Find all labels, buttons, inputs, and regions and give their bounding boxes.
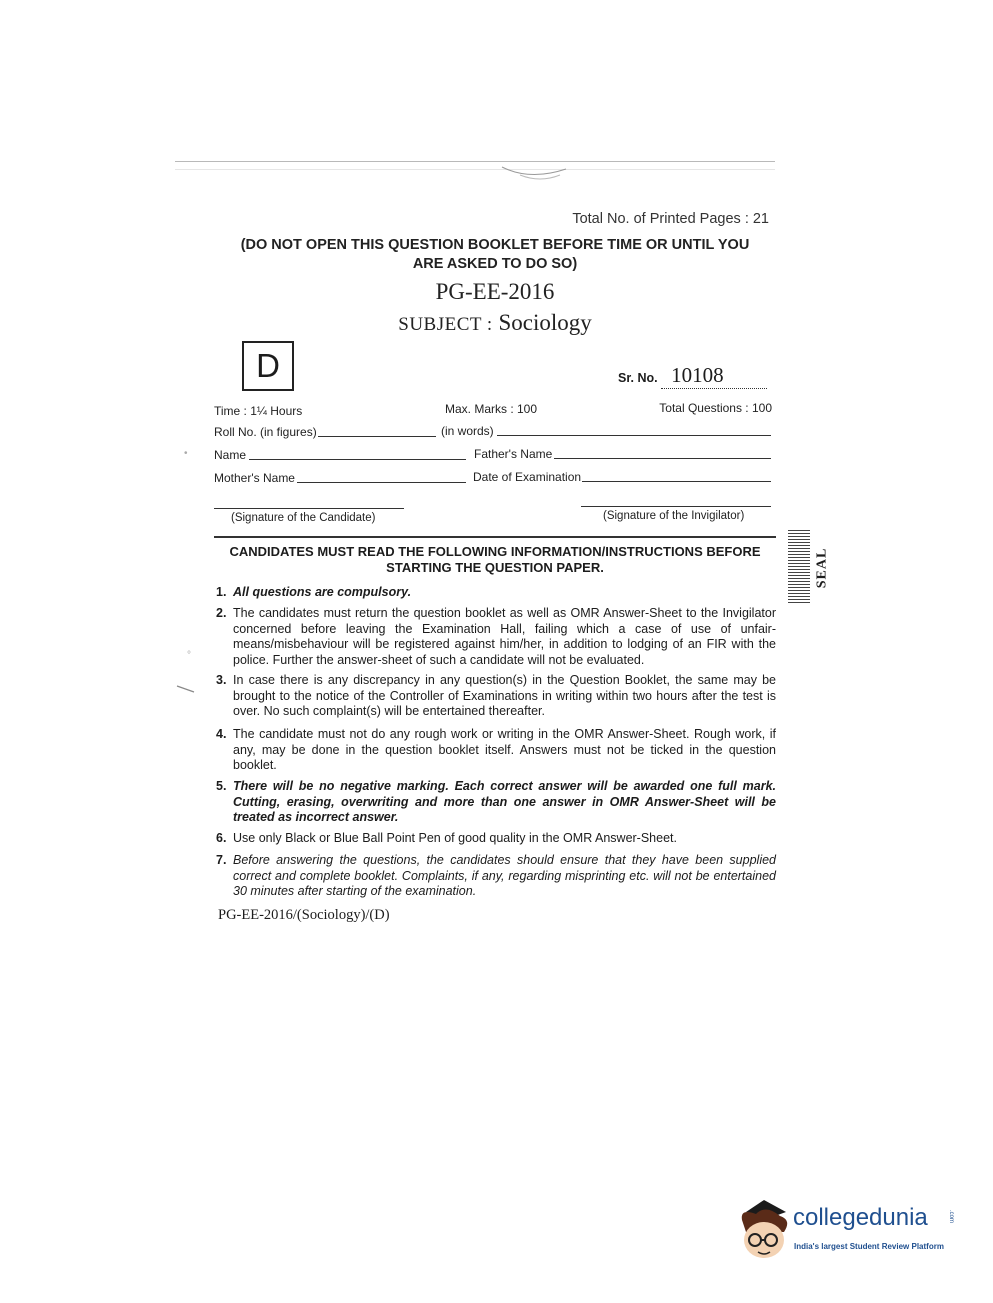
mascot-icon	[736, 1198, 794, 1264]
paper-code: PG-EE-2016	[435, 279, 555, 304]
subject-name: Sociology	[498, 310, 592, 335]
instruction-item	[216, 853, 776, 900]
warning-line-2: ARE ASKED TO DO SO)	[412, 256, 578, 272]
warning-line-1: (DO NOT OPEN THIS QUESTION BOOKLET BEFORE TIME OR UNTIL YOU	[240, 237, 750, 253]
subject-title	[215, 310, 775, 336]
instruction-text: In case there is any discrepancy in any question(s) in the Question Booklet, the same may be brought to the notice of the Controller of Examinations in writing within two hours after the test is over. No such complaint(s) will be entertained thereafter.	[233, 673, 776, 718]
instruction-item	[216, 727, 776, 774]
instruction-item	[216, 585, 776, 601]
booklet-set-box: D	[242, 341, 294, 391]
instruction-text: There will be no negative marking. Each correct answer will be awarded one full mark. Cutting, erasing, overwriting and more than one answer in OMR Answer-Sheet will be treated as incorrect answer.	[233, 779, 776, 824]
instruction-text: Use only Black or Blue Ball Point Pen of good quality in the OMR Answer-Sheet.	[233, 831, 677, 845]
serial-number	[618, 363, 767, 389]
instruction-text: The candidates must return the question booklet as well as OMR Answer-Sheet to the Invigilator concerned before leaving the Examination Hall, failing which a case of use of unfair-means/misbehaviour will be registered against him/her, in addition to lodging of an FIR with the police. Further the answer-sheet of such a candidate will not be evaluated.	[233, 606, 776, 667]
brand-name: collegedunia	[793, 1204, 928, 1231]
instruction-number: 1.	[216, 585, 227, 599]
time-field	[214, 404, 302, 418]
invigilator-signature-label: (Signature of the Invigilator)	[603, 510, 745, 522]
serial-label: Sr. No.	[618, 371, 658, 385]
fathers-name-label: Father's Name	[474, 447, 553, 461]
collegedunia-logo	[736, 1198, 966, 1266]
name-line[interactable]	[249, 459, 466, 460]
mothers-name-label: Mother's Name	[214, 471, 295, 485]
instructions-heading	[215, 544, 775, 576]
instruction-number: 6.	[216, 831, 227, 845]
instruction-text: Before answering the questions, the candidates should ensure that they have been supplied correct and complete booklet. Complaints, if any, regarding misprinting etc. will not be entertained 30 minutes after starting of the examination.	[233, 853, 776, 898]
roll-words-line[interactable]	[497, 435, 771, 436]
instruction-number: 4.	[216, 727, 227, 741]
footer-paper-code: PG-EE-2016/(Sociology)/(D)	[218, 907, 390, 923]
top-rule	[175, 161, 775, 162]
subject-label: SUBJECT :	[398, 314, 493, 335]
instruction-number: 5.	[216, 779, 227, 793]
instruction-item	[216, 779, 776, 826]
total-pages: Total No. of Printed Pages : 21	[572, 211, 769, 227]
top-rule-faint	[175, 169, 775, 170]
instructions-heading-line-2: STARTING THE QUESTION PAPER.	[386, 560, 604, 575]
instruction-text: All questions are compulsory.	[233, 585, 412, 599]
brand-com: .com	[948, 1210, 954, 1224]
seal-word: SEAL	[814, 547, 830, 589]
warning-notice	[215, 236, 775, 274]
max-marks: Max. Marks : 100	[445, 402, 538, 416]
roll-words-label: (in words)	[441, 424, 494, 438]
total-questions: Total Questions : 100	[659, 401, 772, 415]
fold-mark-icon	[500, 163, 570, 185]
candidate-signature-line[interactable]	[214, 508, 404, 509]
scan-mark: °	[187, 650, 191, 661]
instruction-item	[216, 831, 776, 847]
name-label: Name	[214, 448, 247, 462]
invigilator-signature-line[interactable]	[581, 506, 771, 507]
roll-figures-line[interactable]	[318, 436, 436, 437]
instruction-item	[216, 606, 776, 668]
instruction-number: 2.	[216, 606, 227, 620]
candidate-signature-label: (Signature of the Candidate)	[231, 512, 376, 524]
brand-tagline: India's largest Student Review Platform	[794, 1242, 944, 1251]
seal-stamp	[788, 530, 830, 605]
fathers-name-line[interactable]	[554, 458, 771, 459]
roll-figures-label: Roll No. (in figures)	[214, 425, 317, 439]
seal-lines	[788, 530, 810, 605]
time-text: Time : 1¼ Hours	[214, 404, 303, 418]
mothers-name-line[interactable]	[297, 482, 466, 483]
date-of-exam-label: Date of Examination	[473, 470, 582, 484]
scan-scratch-icon	[176, 683, 196, 695]
instruction-item	[216, 673, 776, 720]
serial-value: 10108	[661, 363, 767, 389]
instructions-heading-line-1: CANDIDATES MUST READ THE FOLLOWING INFORMATION/INSTRUCTIONS BEFORE	[229, 544, 761, 559]
instruction-number: 3.	[216, 673, 227, 687]
instruction-text: The candidate must not do any rough work or writing in the OMR Answer-Sheet. Rough work, if any, may be done in the question booklet itself. Answers must not be ticked in the question booklet.	[233, 727, 776, 772]
instruction-number: 7.	[216, 853, 227, 867]
date-of-exam-line[interactable]	[582, 481, 771, 482]
scan-mark: •	[184, 448, 188, 459]
section-divider	[214, 536, 776, 538]
